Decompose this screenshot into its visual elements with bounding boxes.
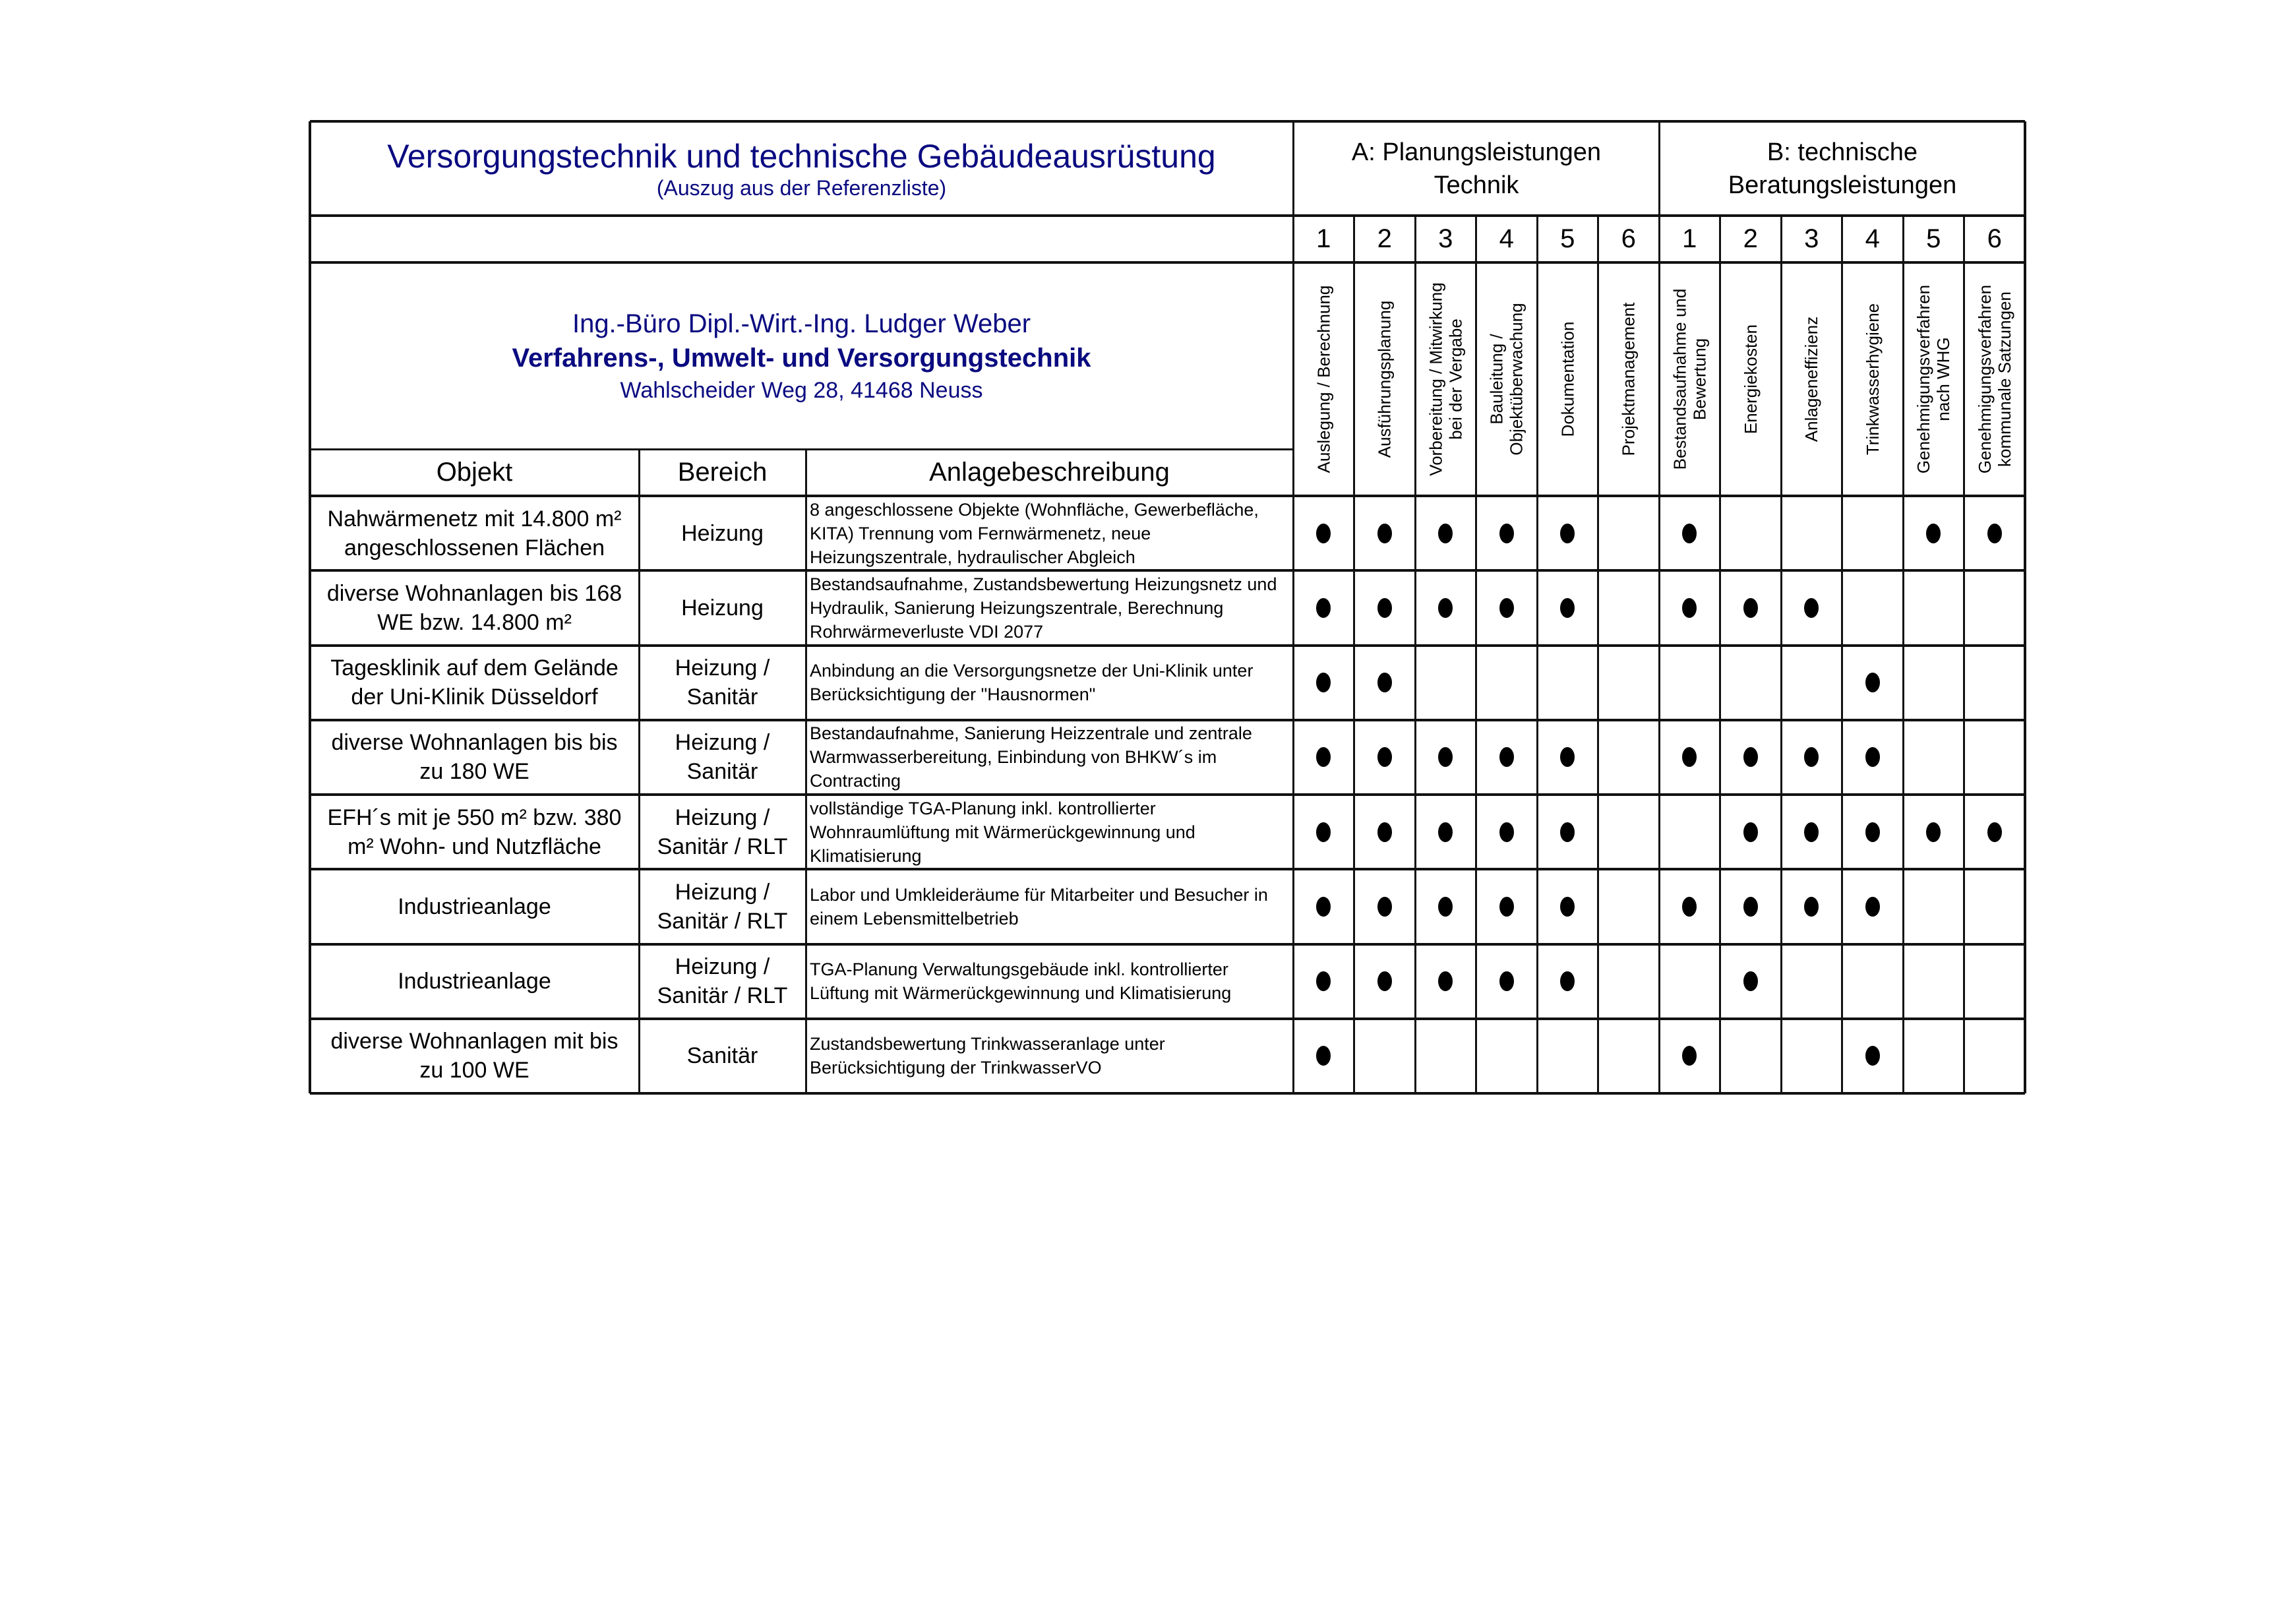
filled-circle-icon xyxy=(1438,598,1453,618)
filled-circle-icon xyxy=(1560,822,1575,842)
table-cell-mark xyxy=(1842,869,1904,944)
table-cell-bereich: Sanitär xyxy=(686,1043,758,1069)
table-cell-mark xyxy=(1354,496,1416,570)
table-cell-mark xyxy=(1293,496,1354,570)
table-cell-mark xyxy=(1537,646,1598,720)
page-subtitle: (Auszug aus der Referenzliste) xyxy=(656,175,947,200)
table-cell-mark xyxy=(1476,869,1538,944)
col-header-bereich: Bereich xyxy=(677,458,768,487)
table-cell-mark xyxy=(1659,944,1720,1019)
table-cell-mark xyxy=(1354,570,1416,645)
firm-name: Ing.-Büro Dipl.-Wirt.-Ing. Ludger Weber xyxy=(572,309,1031,338)
table-cell-anlage: vollständige TGA-Planung inkl. kontrollierter Wohnraumlüftung mit Wärmerückgewinnung und Klimatisierung xyxy=(810,798,1195,866)
service-b-label-cell xyxy=(1903,262,1964,496)
table-cell-mark xyxy=(1537,570,1598,645)
table-cell-mark xyxy=(1903,720,1964,795)
table-cell-mark xyxy=(1659,720,1720,795)
filled-circle-icon xyxy=(1865,897,1880,917)
table-cell-anlage: Zustandsbewertung Trinkwasseranlage unter Berücksichtigung der TrinkwasserVO xyxy=(810,1034,1165,1078)
table-cell-mark xyxy=(1293,869,1354,944)
table-cell-mark xyxy=(1537,944,1598,1019)
table-cell-mark xyxy=(1903,646,1964,720)
service-b-number: 1 xyxy=(1682,224,1697,253)
service-b-label-cell xyxy=(1720,262,1782,496)
grid-line xyxy=(1536,216,1538,1093)
filled-circle-icon xyxy=(1865,747,1880,767)
grid-line xyxy=(638,449,640,1093)
table-cell-mark xyxy=(1415,944,1476,1019)
filled-circle-icon xyxy=(1865,673,1880,692)
table-cell-objekt: diverse Wohnanlagen bis bis zu 180 WE xyxy=(331,730,618,785)
table-cell-mark xyxy=(1537,795,1598,869)
table-cell-mark xyxy=(1903,944,1964,1019)
table-cell-mark xyxy=(1720,795,1782,869)
table-cell-objekt: EFH´s mit je 550 m² bzw. 380 m² Wohn- und Nutzfläche xyxy=(327,804,622,859)
service-b-number: 5 xyxy=(1926,224,1941,253)
filled-circle-icon xyxy=(1377,897,1392,917)
grid-line xyxy=(310,495,2025,497)
grid-line xyxy=(310,868,2025,870)
table-cell-mark xyxy=(1964,646,2026,720)
table-cell-mark xyxy=(1964,720,2026,795)
service-a-label: Bauleitung / Objektüberwachung xyxy=(1486,303,1526,456)
filled-circle-icon xyxy=(1743,598,1758,618)
firm-specialty: Verfahrens-, Umwelt- und Versorgungstechnik xyxy=(512,343,1091,373)
service-a-label: Auslegung / Berechnung xyxy=(1314,285,1334,473)
filled-circle-icon xyxy=(1499,971,1514,991)
table-cell-mark xyxy=(1903,1019,1964,1093)
table-cell-mark xyxy=(1476,496,1538,570)
table-cell-objekt: Industrieanlage xyxy=(398,969,551,994)
filled-circle-icon xyxy=(1316,822,1331,842)
grid-line xyxy=(310,569,2025,572)
filled-circle-icon xyxy=(1377,673,1392,692)
table-cell-mark xyxy=(1293,646,1354,720)
table-cell-mark xyxy=(1964,795,2026,869)
filled-circle-icon xyxy=(1316,1046,1331,1066)
table-cell-mark xyxy=(1476,795,1538,869)
table-cell-mark xyxy=(1537,869,1598,944)
filled-circle-icon xyxy=(1804,598,1819,618)
table-cell-mark xyxy=(1537,720,1598,795)
table-cell-mark xyxy=(1964,869,2026,944)
grid-line xyxy=(1597,216,1599,1093)
table-cell-mark xyxy=(1842,570,1904,645)
table-cell-mark xyxy=(1659,1019,1720,1093)
grid-line xyxy=(1963,216,1965,1093)
table-cell-mark xyxy=(1293,795,1354,869)
table-cell-mark xyxy=(1903,496,1964,570)
service-b-label-cell xyxy=(1842,262,1904,496)
table-cell-mark xyxy=(1781,869,1842,944)
filled-circle-icon xyxy=(1316,897,1331,917)
filled-circle-icon xyxy=(1560,747,1575,767)
service-a-number: 5 xyxy=(1560,224,1575,253)
grid-line xyxy=(310,120,2025,123)
filled-circle-icon xyxy=(1804,747,1819,767)
service-a-label-cell xyxy=(1537,262,1598,496)
table-cell-mark xyxy=(1293,1019,1354,1093)
filled-circle-icon xyxy=(1499,747,1514,767)
col-header-anlage: Anlagebeschreibung xyxy=(929,458,1170,487)
filled-circle-icon xyxy=(1316,747,1331,767)
table-cell-mark xyxy=(1598,570,1660,645)
filled-circle-icon xyxy=(1377,598,1392,618)
table-cell-mark xyxy=(1720,646,1782,720)
table-cell-mark xyxy=(1598,1019,1660,1093)
table-cell-mark xyxy=(1964,1019,2026,1093)
table-cell-mark xyxy=(1354,944,1416,1019)
service-b-number: 2 xyxy=(1743,224,1758,253)
table-cell-mark xyxy=(1476,570,1538,645)
table-cell-mark xyxy=(1598,720,1660,795)
service-b-label-cell xyxy=(1964,262,2026,496)
table-cell-objekt: Industrieanlage xyxy=(398,894,551,919)
filled-circle-icon xyxy=(1865,822,1880,842)
filled-circle-icon xyxy=(1377,747,1392,767)
table-cell-mark xyxy=(1842,496,1904,570)
service-b-label: Energiekosten xyxy=(1740,324,1761,435)
filled-circle-icon xyxy=(1926,524,1941,543)
filled-circle-icon xyxy=(1499,822,1514,842)
service-b-label: Bestandsaufnahme und Bewertung xyxy=(1670,288,1710,470)
filled-circle-icon xyxy=(1743,747,1758,767)
service-a-label-cell xyxy=(1293,262,1354,496)
filled-circle-icon xyxy=(1438,897,1453,917)
service-a-label: Ausführungsplanung xyxy=(1374,300,1395,458)
grid-line xyxy=(1719,216,1721,1093)
service-a-label-cell xyxy=(1598,262,1660,496)
grid-line xyxy=(309,121,311,1093)
filled-circle-icon xyxy=(1499,598,1514,618)
grid-line xyxy=(1780,216,1782,1093)
table-cell-objekt: diverse Wohnanlagen bis 168 WE bzw. 14.800 m² xyxy=(326,580,622,635)
filled-circle-icon xyxy=(1987,524,2002,543)
table-cell-mark xyxy=(1293,570,1354,645)
table-cell-bereich: Heizung / Sanitär xyxy=(675,730,770,785)
service-b-label-cell xyxy=(1659,262,1720,496)
table-cell-mark xyxy=(1354,720,1416,795)
table-cell-mark xyxy=(1781,1019,1842,1093)
table-cell-mark xyxy=(1598,496,1660,570)
filled-circle-icon xyxy=(1865,1046,1880,1066)
filled-circle-icon xyxy=(1682,598,1697,618)
table-cell-bereich: Heizung / Sanitär xyxy=(675,655,770,710)
table-cell-mark xyxy=(1903,869,1964,944)
table-cell-anlage: Bestandaufnahme, Sanierung Heizzentrale und zentrale Warmwasserbereitung, Einbindung von BHKW´s im Contracting xyxy=(810,723,1252,791)
filled-circle-icon xyxy=(1438,822,1453,842)
service-a-number: 6 xyxy=(1621,224,1636,253)
table-cell-bereich: Heizung / Sanitär / RLT xyxy=(657,804,788,859)
group-b-header: B: technische Beratungsleistungen xyxy=(1728,138,1957,199)
grid-line xyxy=(1475,216,1477,1093)
service-a-number: 3 xyxy=(1438,224,1453,253)
table-cell-mark xyxy=(1720,1019,1782,1093)
table-cell-mark xyxy=(1659,646,1720,720)
table-cell-anlage: Anbindung an die Versorgungsnetze der Uni-Klinik unter Berücksichtigung der "Hausnormen" xyxy=(810,661,1254,705)
filled-circle-icon xyxy=(1499,524,1514,543)
filled-circle-icon xyxy=(1316,524,1331,543)
service-b-number: 6 xyxy=(1987,224,2002,253)
service-b-number: 4 xyxy=(1865,224,1880,253)
table-cell-mark xyxy=(1598,869,1660,944)
grid-line xyxy=(310,943,2025,946)
filled-circle-icon xyxy=(1316,673,1331,692)
filled-circle-icon xyxy=(1438,971,1453,991)
table-cell-mark xyxy=(1476,944,1538,1019)
group-a-header: A: Planungsleistungen Technik xyxy=(1351,138,1602,199)
table-cell-mark xyxy=(1415,496,1476,570)
table-cell-anlage: Bestandsaufnahme, Zustandsbewertung Heizungsnetz und Hydraulik, Sanierung Heizungszentrale, Berechnung Rohrwärmeverluste VDI 2077 xyxy=(810,574,1277,642)
service-b-label: Anlageneffizienz xyxy=(1801,316,1822,442)
table-cell-mark xyxy=(1903,570,1964,645)
table-cell-mark xyxy=(1598,944,1660,1019)
table-cell-mark xyxy=(1598,795,1660,869)
table-cell-bereich: Heizung / Sanitär / RLT xyxy=(657,879,788,934)
table-cell-mark xyxy=(1415,570,1476,645)
grid-line xyxy=(310,793,2025,796)
filled-circle-icon xyxy=(1377,524,1392,543)
table-cell-bereich: Heizung xyxy=(681,520,764,546)
filled-circle-icon xyxy=(1560,598,1575,618)
table-cell-mark xyxy=(1720,944,1782,1019)
table-cell-bereich: Heizung / Sanitär / RLT xyxy=(657,954,788,1009)
table-cell-mark xyxy=(1476,646,1538,720)
filled-circle-icon xyxy=(1743,897,1758,917)
service-a-label-cell xyxy=(1354,262,1416,496)
table-cell-mark xyxy=(1903,795,1964,869)
service-a-label: Projektmanagement xyxy=(1618,302,1639,456)
filled-circle-icon xyxy=(1682,524,1697,543)
table-cell-objekt: Nahwärmenetz mit 14.800 m² angeschlossenen Flächen xyxy=(327,506,622,561)
table-cell-mark xyxy=(1659,570,1720,645)
table-cell-mark xyxy=(1354,646,1416,720)
table-cell-mark xyxy=(1415,1019,1476,1093)
filled-circle-icon xyxy=(1743,971,1758,991)
filled-circle-icon xyxy=(1682,897,1697,917)
grid-line xyxy=(1902,216,1904,1093)
table-cell-mark xyxy=(1415,795,1476,869)
filled-circle-icon xyxy=(1560,897,1575,917)
grid-line xyxy=(1353,216,1355,1093)
table-cell-objekt: diverse Wohnanlagen mit bis zu 100 WE xyxy=(330,1029,619,1083)
filled-circle-icon xyxy=(1743,822,1758,842)
table-cell-mark xyxy=(1537,1019,1598,1093)
table-cell-mark xyxy=(1781,944,1842,1019)
table-cell-mark xyxy=(1781,795,1842,869)
table-cell-mark xyxy=(1598,646,1660,720)
grid-line xyxy=(2024,121,2026,1093)
filled-circle-icon xyxy=(1804,897,1819,917)
service-b-number: 3 xyxy=(1804,224,1819,253)
table-cell-mark xyxy=(1720,720,1782,795)
filled-circle-icon xyxy=(1438,747,1453,767)
table-cell-mark xyxy=(1842,646,1904,720)
firm-info xyxy=(310,262,1293,449)
firm-address: Wahlscheider Weg 28, 41468 Neuss xyxy=(620,377,983,403)
table-cell-mark xyxy=(1415,869,1476,944)
table-cell-mark xyxy=(1415,720,1476,795)
table-cell-mark xyxy=(1964,496,2026,570)
table-cell-mark xyxy=(1659,496,1720,570)
table-cell-objekt: Tagesklinik auf dem Gelände der Uni-Klinik Düsseldorf xyxy=(330,655,619,710)
service-a-number: 1 xyxy=(1316,224,1331,253)
grid-line xyxy=(310,644,2025,647)
table-cell-mark xyxy=(1720,570,1782,645)
table-cell-mark xyxy=(1354,1019,1416,1093)
table-cell-mark xyxy=(1354,795,1416,869)
service-b-label: Genehmigungsverfahren kommunale Satzungen xyxy=(1974,284,2014,474)
filled-circle-icon xyxy=(1804,822,1819,842)
table-cell-bereich: Heizung xyxy=(681,595,764,621)
table-cell-mark xyxy=(1415,646,1476,720)
table-cell-anlage: TGA-Planung Verwaltungsgebäude inkl. kontrollierter Lüftung mit Wärmerückgewinnung und Klimatisierung xyxy=(810,959,1232,1004)
table-cell-mark xyxy=(1842,795,1904,869)
service-a-number: 2 xyxy=(1377,224,1392,253)
grid-line xyxy=(1841,216,1843,1093)
grid-line xyxy=(805,449,807,1093)
filled-circle-icon xyxy=(1316,598,1331,618)
grid-line xyxy=(310,719,2025,721)
grid-line xyxy=(1292,121,1294,1093)
grid-line xyxy=(1658,121,1660,1093)
service-a-label-cell xyxy=(1476,262,1538,496)
table-cell-mark xyxy=(1476,720,1538,795)
table-cell-anlage: Labor und Umkleideräume für Mitarbeiter und Besucher in einem Lebensmittelbetrieb xyxy=(810,884,1268,928)
filled-circle-icon xyxy=(1682,747,1697,767)
table-cell-mark xyxy=(1842,1019,1904,1093)
filled-circle-icon xyxy=(1987,822,2002,842)
grid-line xyxy=(310,214,2025,217)
service-b-label: Genehmigungsverfahren nach WHG xyxy=(1914,284,1954,474)
filled-circle-icon xyxy=(1316,971,1331,991)
filled-circle-icon xyxy=(1377,971,1392,991)
service-a-label: Dokumentation xyxy=(1557,321,1578,437)
filled-circle-icon xyxy=(1499,897,1514,917)
table-cell-mark xyxy=(1964,570,2026,645)
filled-circle-icon xyxy=(1438,524,1453,543)
filled-circle-icon xyxy=(1560,524,1575,543)
table-cell-mark xyxy=(1781,570,1842,645)
filled-circle-icon xyxy=(1377,822,1392,842)
grid-line xyxy=(310,448,1293,450)
table-cell-mark xyxy=(1781,720,1842,795)
grid-line xyxy=(310,1092,2025,1095)
service-b-label: Trinkwasserhygiene xyxy=(1862,303,1883,456)
table-cell-mark xyxy=(1476,1019,1538,1093)
filled-circle-icon xyxy=(1560,971,1575,991)
col-header-objekt: Objekt xyxy=(436,458,513,487)
table-cell-mark xyxy=(1781,496,1842,570)
table-cell-mark xyxy=(1781,646,1842,720)
service-b-label-cell xyxy=(1781,262,1842,496)
grid-line xyxy=(310,1017,2025,1020)
table-cell-mark xyxy=(1659,869,1720,944)
table-cell-mark xyxy=(1842,944,1904,1019)
table-cell-mark xyxy=(1537,496,1598,570)
service-a-label: Vorbereitung / Mitwirkung bei der Vergabe xyxy=(1426,282,1466,476)
table-cell-mark xyxy=(1354,869,1416,944)
grid-line xyxy=(310,261,2025,264)
service-a-label-cell xyxy=(1415,262,1476,496)
title-cell xyxy=(310,121,1293,216)
table-cell-mark xyxy=(1293,944,1354,1019)
filled-circle-icon xyxy=(1926,822,1941,842)
table-cell-mark xyxy=(1964,944,2026,1019)
table-cell-anlage: 8 angeschlossene Objekte (Wohnfläche, Gewerbefläche, KITA) Trennung vom Fernwärmenetz, neue Heizungszentrale, hydraulischer Abgleich xyxy=(810,499,1259,567)
table-cell-mark xyxy=(1659,795,1720,869)
filled-circle-icon xyxy=(1682,1046,1697,1066)
page-title: Versorgungstechnik und technische Gebäudeausrüstung xyxy=(387,137,1216,175)
service-a-number: 4 xyxy=(1499,224,1514,253)
table-cell-mark xyxy=(1720,869,1782,944)
table-cell-mark xyxy=(1720,496,1782,570)
grid-line xyxy=(1414,216,1416,1093)
table-cell-mark xyxy=(1293,720,1354,795)
table-cell-mark xyxy=(1842,720,1904,795)
